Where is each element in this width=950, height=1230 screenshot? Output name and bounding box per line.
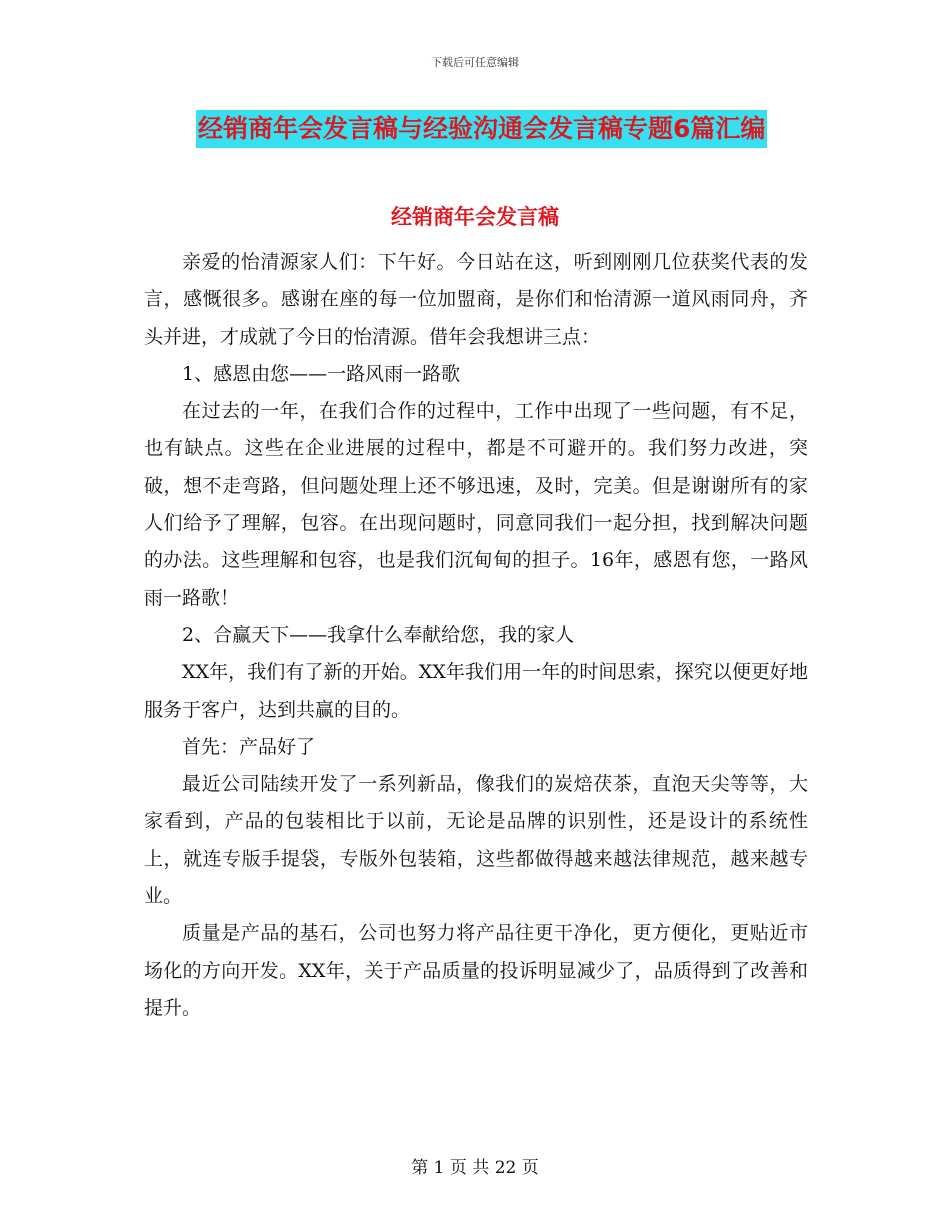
paragraph-quality: 质量是产品的基石，公司也努力将产品往更干净化，更方便化，更贴近市场化的方向开发。XX年，关于产品质量的投诉明显减少了，品质得到了改善和提升。 [144,922,808,1019]
paragraph-new-products: 最近公司陆续开发了一系列新品，像我们的炭焙茯茶，直泡天尖等等，大家看到，产品的包装相比于以前，无论是品牌的识别性，还是设计的系统性上，就连专版手提袋，专版外包装箱，这些都做得越来越法律规范，越来越专业。 [144,773,808,908]
paragraph-first-point: 首先：产品好了 [182,735,316,758]
paragraph-greeting: 亲爱的怡清源家人们：下午好。今日站在这，听到刚刚几位获奖代表的发言，感慨很多。感谢在座的每一位加盟商，是你们和怡清源一道风雨同舟，齐头并进，才成就了今日的怡清源。借年会我想讲三点： [144,251,808,348]
page-footer: 第 1 页 共 22 页 [411,1158,539,1178]
main-title: 经销商年会发言稿与经验沟通会发言稿专题6篇汇编 [196,110,767,148]
document-body [144,244,808,1027]
paragraph-heading-1: 1、感恩由您——一路风雨一路歌 [182,362,461,385]
paragraph-heading-2: 2、合赢天下——我拿什么奉献给您，我的家人 [182,623,575,646]
section-title: 经销商年会发言稿 [391,205,559,229]
header-note: 下载后可任意编辑 [431,56,519,69]
main-title-wrap [196,110,767,148]
paragraph-new-start: XX年，我们有了新的开始。XX年我们用一年的时间思索，探究以便更好地服务于客户，达到共赢的目的。 [144,661,808,721]
paragraph-gratitude: 在过去的一年，在我们合作的过程中，工作中出现了一些问题，有不足，也有缺点。这些在企业进展的过程中，都是不可避开的。我们努力改进，突破，想不走弯路，但问题处理上还不够迅速，及时，完美。但是谢谢所有的家人们给予了理解，包容。在出现问题时，同意同我们一起分担，找到解决问题的办法。这些理解和包容，也是我们沉甸甸的担子。16年，感恩有您，一路风雨一路歌！ [144,400,808,609]
